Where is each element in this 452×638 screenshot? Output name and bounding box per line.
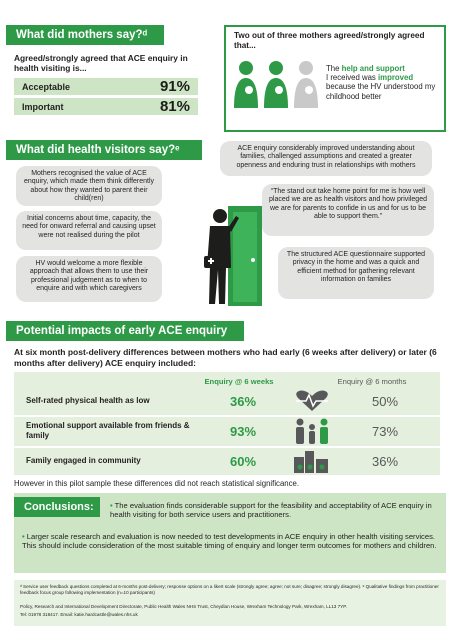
mothers-figures-icon [232,60,324,108]
bubble-left-3: HV would welcome a more flexible approach that allows them to use their professional judgement as to when to enquire and with which caregivers [16,256,162,302]
important-label: Important [22,101,64,112]
hv-heading: What did health visitors say?ᵉ [6,140,202,160]
impacts-intro: At six month post-delivery differences between mothers who had early (6 weeks after delivery) or later (6 months after delivery) ACE enquiry included: [14,347,437,368]
footer-address: Policy, Research and International Development Directorate, Public Health Wales NHS Trust, Cheydlan House, Wrexham Technology Park, Wrexham, LL13 7YP. [20,604,347,609]
box-mid: I received was [326,73,379,83]
conclusion-point-1-text: The evaluation finds considerable support for the feasibility and acceptability of ACE enquiry in health visiting for both service users and practitioners. [110,501,432,519]
important-value: 81% [159,98,190,115]
mothers-box-title: Two out of three mothers agreed/strongly agreed that... [234,31,425,50]
row-early-value: 60% [229,453,257,469]
mothers-box-text [326,64,438,101]
heart-pulse-icon [292,389,332,413]
conclusion-point-2 [22,532,442,550]
acceptable-row [14,78,198,95]
box-highlight-improved: improved [378,73,414,83]
bubble-right-quote: “The stand out take home point for me is how well placed we are as health visitors and how privileged we are for parents to confide in us and for us to be able to support them.” [262,184,434,236]
row-label: Family engaged in community [26,456,141,465]
row-later-value: 36% [371,453,399,469]
row-label: Self-rated physical health as low [26,396,150,405]
family-icon [292,418,332,444]
col-header-later: Enquiry @ 6 months [337,377,407,386]
row-early-value: 36% [229,393,257,409]
row-later-value: 50% [371,393,399,409]
col-header-early: Enquiry @ 6 weeks [204,377,274,386]
conclusion-point-1 [110,501,442,519]
mothers-box [224,25,446,132]
conclusion-point-2-text: Larger scale research and evaluation is now needed to test developments in ACE enquiry in other health visiting services. This should include consideration of the most suitable timing of enquiry and longer term outcomes for mothers and children. [22,532,437,550]
impact-row-support [14,417,440,445]
impact-row-health [14,388,440,414]
important-row [14,98,198,115]
bubble-left-1: Mothers recognised the value of ACE enquiry, which made them think differently about how they wanted to parent their child(ren) [16,166,162,206]
impact-row-community [14,448,440,474]
box-post: because the HV understood my childhood better [326,82,436,101]
acceptable-value: 91% [159,78,190,95]
bubble-right-2: The structured ACE questionnaire supported privacy in the home and was a quick and efficient method for gathering relevant information on families [278,247,434,299]
acceptable-label: Acceptable [22,81,71,92]
bubble-left-2: Initial concerns about time, capacity, the need for onward referral and causing upset were not realised during the pilot [16,211,162,250]
health-visitor-door-icon [200,186,270,306]
conclusions-heading: Conclusions: [14,497,100,517]
row-early-value: 93% [229,423,257,439]
bullet-icon: • [110,501,113,510]
mothers-question: Agreed/strongly agreed that ACE enquiry in health visiting is... [14,53,188,73]
mothers-heading: What did mothers say?ᵈ [6,25,164,45]
box-highlight-support: help and support [341,64,405,73]
box-pre: The [326,64,342,73]
footer-contact: Tel: 01978 318417. Email: katie.hardcastle@wales.nhs.uk [20,612,138,617]
bullet-icon: • [22,532,25,541]
row-later-value: 73% [371,423,399,439]
impacts-note: However in this pilot sample these differences did not reach statistical significance. [14,479,300,488]
bubble-top: ACE enquiry considerably improved understanding about families, challenged assumptions and created a greater openness and enduring trust in relationships with mothers [220,141,432,176]
row-label: Emotional support available from friends & family [26,421,190,440]
impacts-heading: Potential impacts of early ACE enquiry [6,321,244,341]
community-icon [292,449,332,473]
footer-notes: ᵈ Service user feedback questions completed at 6-months post-delivery; response options on a likert scale (strongly agree; agree; not sure; disagree; strongly disagree). ᵉ Qualitative findings from practitioner feedback focus group following implementation (n=10 participants) [20,584,439,595]
